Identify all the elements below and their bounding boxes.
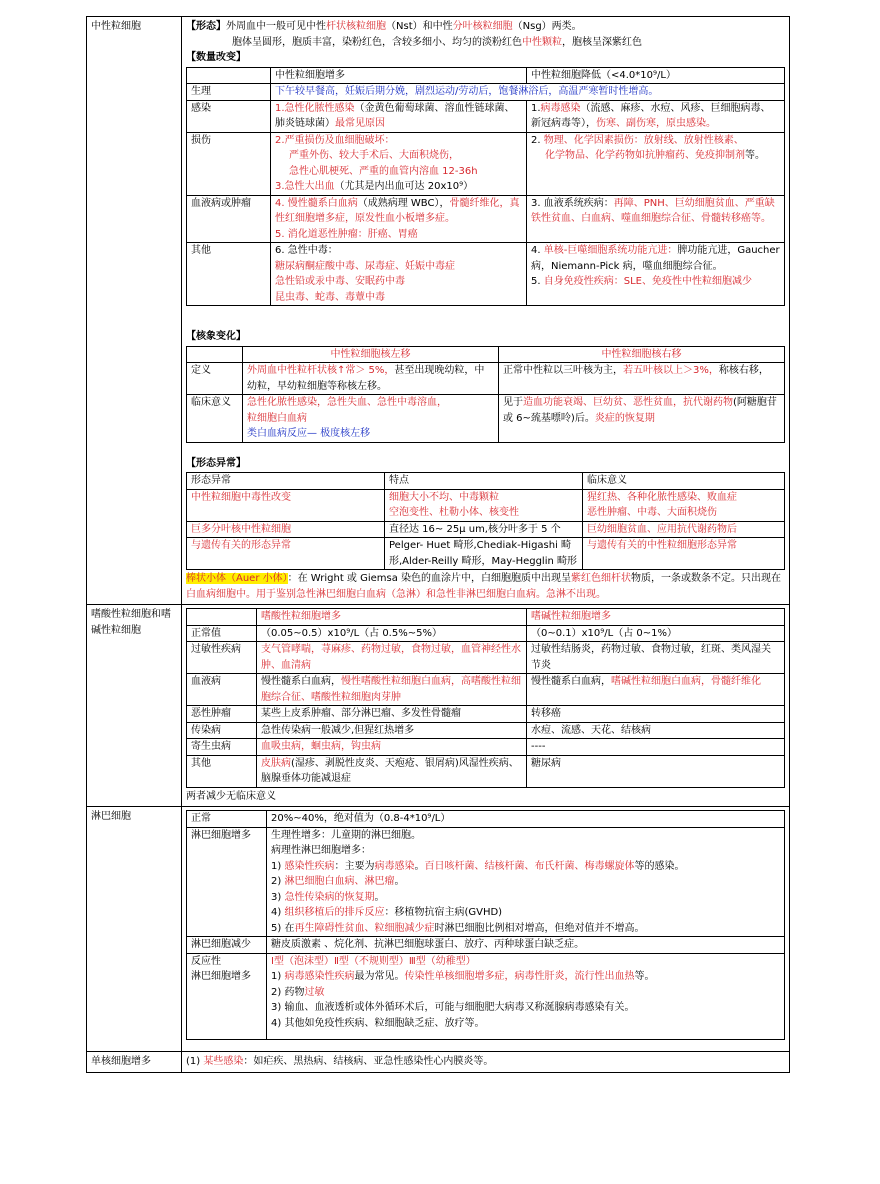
- cell: 直径达 16~ 25μ um,核分叶多于 5 个: [385, 521, 583, 538]
- text: 3): [271, 891, 285, 903]
- text: 传染性单核细胞增多症，病毒性肝炎，流行性出血热: [404, 971, 635, 982]
- table-row: [187, 243, 785, 306]
- form-line-2: [186, 35, 785, 51]
- cell: 急性传染病一般减少,但猩红热增多: [257, 722, 527, 739]
- auer-body-note: [186, 571, 785, 602]
- neutrophil-section: [87, 17, 790, 605]
- abnormal-heading: 【形态异常】: [186, 457, 246, 469]
- cell: [527, 243, 785, 306]
- column-header: 嗜酸性粒细胞增多: [257, 609, 527, 626]
- text: 若五叶核以上＞3%，: [623, 365, 719, 376]
- row-label: 过敏性疾病: [187, 642, 257, 674]
- text: ：移植物抗宿主病(GVHD): [384, 907, 503, 918]
- text: ，胞核呈深紫红色: [562, 36, 642, 48]
- text: 2.严重损伤及血细胞破坏：: [275, 134, 395, 146]
- cell: 与遗传有关的中性粒细胞形态异常: [583, 538, 785, 570]
- row-label: 寄生虫病: [187, 739, 257, 756]
- text: 单核-巨噬细胞系统功能亢进：: [543, 245, 678, 256]
- text: 恶性肿瘤、中毒、大面积烧伤: [587, 507, 717, 518]
- text: 反应性: [191, 955, 221, 967]
- form-heading: 【形态】: [186, 21, 226, 32]
- cell: [271, 243, 527, 306]
- cell: （0~0.1）x10⁹/L（占 0~1%）: [527, 625, 785, 642]
- cell: [257, 755, 527, 787]
- category-label: 嗜酸性粒细胞和嗜碱性粒细胞: [87, 605, 182, 807]
- cell: [271, 195, 527, 243]
- table-header-row: [187, 346, 785, 363]
- text: 嗜碱性粒细胞白血病，骨髓纤维化: [611, 676, 761, 687]
- text: 病毒感染: [540, 102, 581, 114]
- text: 严重外伤、较大手术后、大面积烧伤，: [289, 150, 459, 161]
- text: 慢性髓系白血病，: [261, 676, 341, 687]
- cell: 下午较早餐高，妊娠后期分娩，剧烈运动/劳动后，饱餐淋浴后，高温严寒暂时性增高。: [271, 84, 785, 101]
- text: ：主要为: [334, 860, 375, 872]
- notes-table: [86, 16, 790, 1073]
- text: （金黄色葡萄球菌、溶血性链球菌、肺炎链球菌）: [275, 102, 515, 129]
- table-header-row: [187, 609, 785, 626]
- cell: [527, 195, 785, 243]
- nuclear-shift-table: [186, 346, 785, 443]
- text: Ⅰ型（泡沫型）Ⅱ型（不规则型）Ⅲ型（幼稚型）: [271, 955, 476, 967]
- column-header: 特点: [385, 473, 583, 490]
- cell: 血吸虫病，蛔虫病，钩虫病: [257, 739, 527, 756]
- table-row: [187, 84, 785, 101]
- form-line-1: [186, 19, 785, 35]
- highlight-text: 中性颗粒: [522, 36, 562, 48]
- row-label: 感染: [187, 100, 271, 132]
- text: 感染性疾病: [284, 860, 335, 872]
- cell: [499, 363, 785, 395]
- text: 组织移植后的排斥反应: [284, 907, 385, 918]
- category-label: 淋巴细胞: [87, 807, 182, 1052]
- row-label: 恶性肿瘤: [187, 706, 257, 723]
- cell: 糖皮质激素 、烷化剂、抗淋巴细胞球蛋白、放疗、丙种球蛋白缺乏症。: [267, 937, 785, 954]
- row-label: [187, 953, 267, 1040]
- column-header: 临床意义: [583, 473, 785, 490]
- text: 病毒感染性疾病: [284, 971, 355, 982]
- table-header-row: [187, 473, 785, 490]
- cell: [527, 132, 785, 195]
- cell: [271, 100, 527, 132]
- row-label: 血液病或肿瘤: [187, 195, 271, 243]
- table-row: [187, 642, 785, 674]
- row-label: 定义: [187, 363, 243, 395]
- text: 类白血病反应— 极度核左移: [247, 428, 371, 439]
- count-change-table: [186, 67, 785, 307]
- text: （流感、麻疹、水痘、风疹、巨细胞病毒、新冠病毒等），: [531, 102, 771, 129]
- column-header: 中性粒细胞降低（<4.0*10⁹/L）: [527, 67, 785, 84]
- cell: 转移癌: [527, 706, 785, 723]
- nuclear-heading: 【核象变化】: [186, 331, 246, 342]
- row-label: 传染病: [187, 722, 257, 739]
- row-label: 淋巴细胞增多: [187, 827, 267, 937]
- text: 空泡变性、杜勒小体、核变性: [389, 507, 519, 518]
- column-header: 嗜碱性粒细胞增多: [527, 609, 785, 626]
- cell: [385, 489, 583, 521]
- row-label: 临床意义: [187, 395, 243, 443]
- section-content: [182, 1052, 790, 1073]
- text: 1): [271, 971, 285, 982]
- text: ：在 Wright 或 Giemsa 染色的血涂片中，白细胞胞质中出现呈: [287, 573, 572, 584]
- text: 急性铅或汞中毒、安眠药中毒: [275, 276, 405, 287]
- text: 淋巴细胞增多: [191, 971, 251, 982]
- cell: 中性粒细胞中毒性改变: [187, 489, 385, 521]
- text: 1): [271, 860, 285, 872]
- text: 。: [374, 891, 385, 903]
- text: ：如疟疾、黑热病、结核病、亚急性感染性心内膜炎等。: [243, 1056, 494, 1067]
- text: 3. 血液系统疾病：: [531, 197, 614, 209]
- category-label: 中性粒细胞: [87, 17, 182, 605]
- cell: [583, 489, 785, 521]
- highlight-text: 分叶核粒细胞: [452, 21, 513, 32]
- cell: 过敏性结肠炎，药物过敏、食物过敏，红斑、类风湿关节炎: [527, 642, 785, 674]
- text: 慢性嗜酸性粒细胞白血病，高嗜酸性粒细胞综合征、嗜酸性粒细胞肉芽肿: [261, 676, 521, 703]
- row-label: 正常: [187, 811, 267, 828]
- text: 过敏: [304, 986, 325, 998]
- text: 化学物品、化学药物如抗肿瘤药、免疫抑制剂: [545, 150, 745, 161]
- text: 昆虫毒、蛇毒、毒蕈中毒: [275, 291, 385, 303]
- text: 伤寒、副伤寒，原虫感染。: [596, 118, 716, 129]
- text: 正常中性粒以三叶核为主，: [503, 365, 623, 376]
- text: 病毒感染: [374, 860, 415, 872]
- morphology-abnormal-table: [186, 472, 785, 570]
- table-row: [187, 937, 785, 954]
- eos-baso-section: [87, 605, 790, 807]
- section-content: [182, 807, 790, 1052]
- cell: [243, 395, 499, 443]
- cell: [257, 674, 527, 706]
- table-row: [187, 953, 785, 1040]
- text: 3) 输血、血液透析或体外循环术后，可能与细胞肥大病毒又称涎腺病毒感染有关。: [271, 1002, 635, 1013]
- text: 糖尿病酮症酸中毒、尿毒症、妊娠中毒症: [275, 260, 455, 272]
- table-row: [187, 706, 785, 723]
- text: 4. 慢性髓系白血病: [275, 197, 358, 209]
- text: 1.急性化脓性感染: [275, 102, 355, 114]
- text: 4.: [531, 245, 544, 256]
- cell: [243, 363, 499, 395]
- text: 骨髓纤维化，真性红细胞增多症，原发性血小板增多症。: [275, 197, 520, 224]
- row-label: 损伤: [187, 132, 271, 195]
- lymphocyte-table: [186, 810, 785, 1040]
- cell: 20%~40%，绝对值为（0.8-4*10⁹/L）: [267, 811, 785, 828]
- text: 最常见原因: [335, 118, 385, 129]
- text: 称核右移，: [718, 365, 769, 376]
- text: 等。: [634, 971, 655, 982]
- text: 粒细胞白血病: [247, 412, 307, 424]
- text: 1.: [531, 102, 541, 114]
- table-row: [187, 195, 785, 243]
- column-header: 形态异常: [187, 473, 385, 490]
- monocyte-section: [87, 1052, 790, 1073]
- text: 2) 药物: [271, 986, 305, 998]
- text: 某些感染: [203, 1056, 244, 1067]
- row-label: 生理: [187, 84, 271, 101]
- text: 2): [271, 876, 285, 887]
- column-header: 中性粒细胞增多: [271, 67, 527, 84]
- section-content: [182, 17, 790, 605]
- text: 猩红热、各种化脓性感染、败血症: [587, 491, 737, 503]
- text: 淋巴细胞白血病、淋巴瘤: [284, 876, 395, 887]
- cell: ----: [527, 739, 785, 756]
- text: 4) 其他如免疫性疾病、粒细胞缺乏症、放疗等。: [271, 1017, 485, 1029]
- table-row: [187, 739, 785, 756]
- cell: 与遗传有关的形态异常: [187, 538, 385, 570]
- lymphocyte-section: [87, 807, 790, 1052]
- column-header: 中性粒细胞核右移: [499, 346, 785, 363]
- text: 等。: [745, 150, 765, 161]
- text: 炎症的恢复期: [594, 412, 655, 424]
- text: 造血功能衰竭、巨幼贫、恶性贫血，抗代谢药物: [523, 397, 733, 408]
- text: 最为常见。: [354, 971, 405, 982]
- cell: [527, 674, 785, 706]
- cell: [271, 132, 527, 195]
- cell: [267, 953, 785, 1040]
- text: 5. 消化道恶性肿瘤：肝癌、胃癌: [275, 228, 418, 240]
- table-row: [187, 395, 785, 443]
- text: 4): [271, 907, 285, 918]
- row-label: 其他: [187, 755, 257, 787]
- text: 物质，一条或数条不定。只出现在: [631, 573, 782, 584]
- cell: 糖尿病: [527, 755, 785, 787]
- row-label: 正常值: [187, 625, 257, 642]
- text: 2.: [531, 134, 544, 146]
- text: 生理性增多：儿童期的淋巴细胞。: [271, 829, 421, 841]
- table-row: [187, 489, 785, 521]
- eos-baso-table: [186, 608, 785, 788]
- row-label: 淋巴细胞减少: [187, 937, 267, 954]
- column-header: 中性粒细胞核左移: [243, 346, 499, 363]
- text: (阿糖胞苷或 6~巯基嘌呤)后。: [503, 397, 777, 424]
- row-label: 血液病: [187, 674, 257, 706]
- table-row: [187, 538, 785, 570]
- text: 自身免疫性疾病：SLE、免疫性中性粒细胞减少: [543, 276, 752, 287]
- text: 物理、化学因素损伤：放射线、放射性核素、: [543, 134, 744, 146]
- text: 时淋巴细胞比例相对增高，但绝对值并不增高。: [434, 922, 645, 934]
- category-label: 单核细胞增多: [87, 1052, 182, 1073]
- text: 皮肤病: [261, 757, 291, 769]
- text: 病理性淋巴细胞增多：: [271, 845, 371, 856]
- text: 等的感染。: [634, 860, 685, 872]
- text: 急性化脓性感染，急性失血、急性中毒溶血，: [247, 397, 447, 408]
- text: 5.: [531, 276, 544, 287]
- highlight-text: 棒状小体（Auer 小体）: [186, 573, 288, 584]
- text: 百日咳杆菌、结核杆菌、布氏杆菌、梅毒螺旋体: [424, 860, 635, 872]
- text: 慢性髓系白血病，: [531, 676, 611, 687]
- text: 见于: [503, 397, 523, 408]
- table-row: [187, 674, 785, 706]
- text: (1): [186, 1056, 204, 1067]
- text: 。: [394, 876, 405, 887]
- cell: [527, 100, 785, 132]
- text: （Nst）和中性: [386, 21, 453, 32]
- cell: 水痘、流感、天花、结核病: [527, 722, 785, 739]
- table-row: [187, 827, 785, 937]
- text: 脾功能亢进，Gaucher 病，Niemann-Pick 病，噬血细胞综合征。: [531, 245, 780, 272]
- cell: （0.05~0.5）x10⁹/L（占 0.5%~5%）: [257, 625, 527, 642]
- row-label: 其他: [187, 243, 271, 306]
- text: 6. 急性中毒：: [275, 245, 338, 256]
- eos-baso-footer: 两者减少无临床意义: [186, 790, 276, 802]
- table-header-row: [187, 67, 785, 84]
- highlight-text: 杆状核粒细胞: [326, 21, 386, 32]
- text: （Nsg）两类。: [512, 21, 582, 32]
- cell: 巨幼细胞贫血、应用抗代谢药物后: [583, 521, 785, 538]
- text: 白血病细胞中。用于鉴别急性淋巴细胞白血病（急淋）和急性非淋巴细胞白血病。急淋不出现。: [186, 588, 606, 600]
- text: 急性心肌梗死、严重的血管内溶血 12-36h: [289, 165, 478, 177]
- text: 3.急性大出血: [275, 181, 335, 192]
- cell: Pelger- Huet 畸形,Chediak-Higashi 畸形,Alder-Reilly 畸形，May-Hegglin 畸形: [385, 538, 583, 570]
- text: 再生障碍性贫血、粒细胞减少症: [294, 922, 435, 934]
- table-row: [187, 363, 785, 395]
- text: 紫红色细杆状: [571, 573, 632, 584]
- text: 。: [414, 860, 425, 872]
- count-heading: 【数量改变】: [186, 52, 246, 63]
- text: 甚至出现晚幼粒，中幼粒，早幼粒细胞等称核左移。: [247, 365, 485, 392]
- table-row: [187, 521, 785, 538]
- text: 5) 在: [271, 922, 295, 934]
- table-row: [187, 100, 785, 132]
- text: 外周血中一般可见中性: [226, 21, 326, 32]
- text: 再障、PNH、巨幼细胞贫血、严重缺铁性贫血、白血病、噬血细胞综合征、骨髓转移癌等。: [531, 197, 775, 224]
- cell: 支气管哮喘，荨麻疹、药物过敏，食物过敏，血管神经性水肿、血清病: [257, 642, 527, 674]
- section-content: [182, 605, 790, 807]
- text: （尤其是内出血可达 20x10⁹）: [334, 181, 474, 192]
- text: 外周血中性粒杆状核↑常＞ 5%，: [247, 365, 395, 376]
- cell: [499, 395, 785, 443]
- table-row: [187, 755, 785, 787]
- table-row: [187, 132, 785, 195]
- text: (湿疹、剥脱性皮炎、天疱疮、银屑病)风湿性疾病、脑腺垂体功能减退症: [261, 757, 519, 784]
- text: （成熟病理 WBC），: [357, 197, 450, 209]
- cell: 某些上皮系肿瘤、部分淋巴瘤、多发性骨髓瘤: [257, 706, 527, 723]
- table-row: [187, 811, 785, 828]
- text: 胞体呈圆形，胞质丰富，染粉红色，含较多细小、均匀的淡粉红色: [232, 36, 522, 48]
- table-row: [187, 722, 785, 739]
- text: 急性传染病的恢复期: [284, 891, 375, 903]
- text: 细胞大小不均、中毒颗粒: [389, 491, 499, 503]
- cell: 巨多分叶核中性粒细胞: [187, 521, 385, 538]
- cell: [267, 827, 785, 937]
- table-row: [187, 625, 785, 642]
